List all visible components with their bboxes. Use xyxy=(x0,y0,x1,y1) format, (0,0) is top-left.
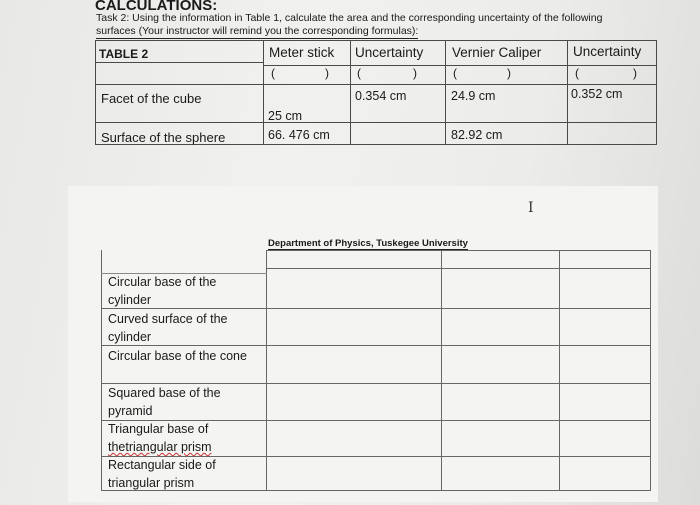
row-label-surface-of-sphere: Surface of the sphere xyxy=(101,130,226,145)
row-label-prefix: Triangular base of xyxy=(108,422,209,436)
table-3 xyxy=(101,250,651,490)
row-label-triangular-base-prism xyxy=(108,420,258,456)
task-instructions-line2: surfaces (Your instructor will remind you the corresponding formulas): xyxy=(96,25,419,37)
unit-paren-open: ( xyxy=(575,66,579,80)
column-header-meter-stick: Meter stick xyxy=(269,45,335,60)
column-header-vernier-caliper: Vernier Caliper xyxy=(452,45,542,60)
text-cursor-icon: I xyxy=(528,200,534,216)
table-2-label: TABLE 2 xyxy=(99,47,149,61)
cube-vernier-value: 24.9 cm xyxy=(451,89,496,103)
meter-stick-value: 25 cm xyxy=(268,109,303,123)
row-label-circular-base-cone: Circular base of the cone xyxy=(108,349,247,363)
department-caption: Department of Physics, Tuskegee University xyxy=(268,238,468,249)
table-2 xyxy=(95,40,657,145)
unit-paren-open: ( xyxy=(357,66,361,80)
row-label-squared-base-pyramid: Squared base of the pyramid xyxy=(108,386,221,418)
cube-meter-uncertainty: 0.354 cm xyxy=(355,89,407,103)
row-label-rectangular-side-prism: Rectangular side of triangular prism xyxy=(108,458,216,490)
sphere-meter-value: 66. 476 cm xyxy=(268,128,330,142)
unit-paren-close: ) xyxy=(325,66,329,80)
column-header-uncertainty-1: Uncertainty xyxy=(355,45,424,60)
misspelled-word: thetriangular prism xyxy=(108,440,212,454)
cube-vernier-uncertainty: 0.352 cm xyxy=(571,87,623,101)
sphere-vernier-value: 82.92 cm xyxy=(451,128,503,142)
unit-paren-close: ) xyxy=(633,66,637,80)
unit-paren-close: ) xyxy=(507,66,511,80)
row-label-curved-surface-cylinder: Curved surface of the cylinder xyxy=(108,312,228,344)
unit-paren-open: ( xyxy=(453,66,457,80)
unit-paren-open: ( xyxy=(271,66,275,80)
row-label-facet-of-cube: Facet of the cube xyxy=(101,91,202,106)
page-title: CALCULATIONS: xyxy=(95,0,218,14)
unit-paren-close: ) xyxy=(413,66,417,80)
task-instructions-line1: Task 2: Using the information in Table 1, calculate the area and the corresponding uncertainty of the following xyxy=(96,12,603,24)
column-header-uncertainty-2: Uncertainty xyxy=(573,44,642,59)
row-label-circular-base-cylinder: Circular base of the cylinder xyxy=(108,275,217,307)
